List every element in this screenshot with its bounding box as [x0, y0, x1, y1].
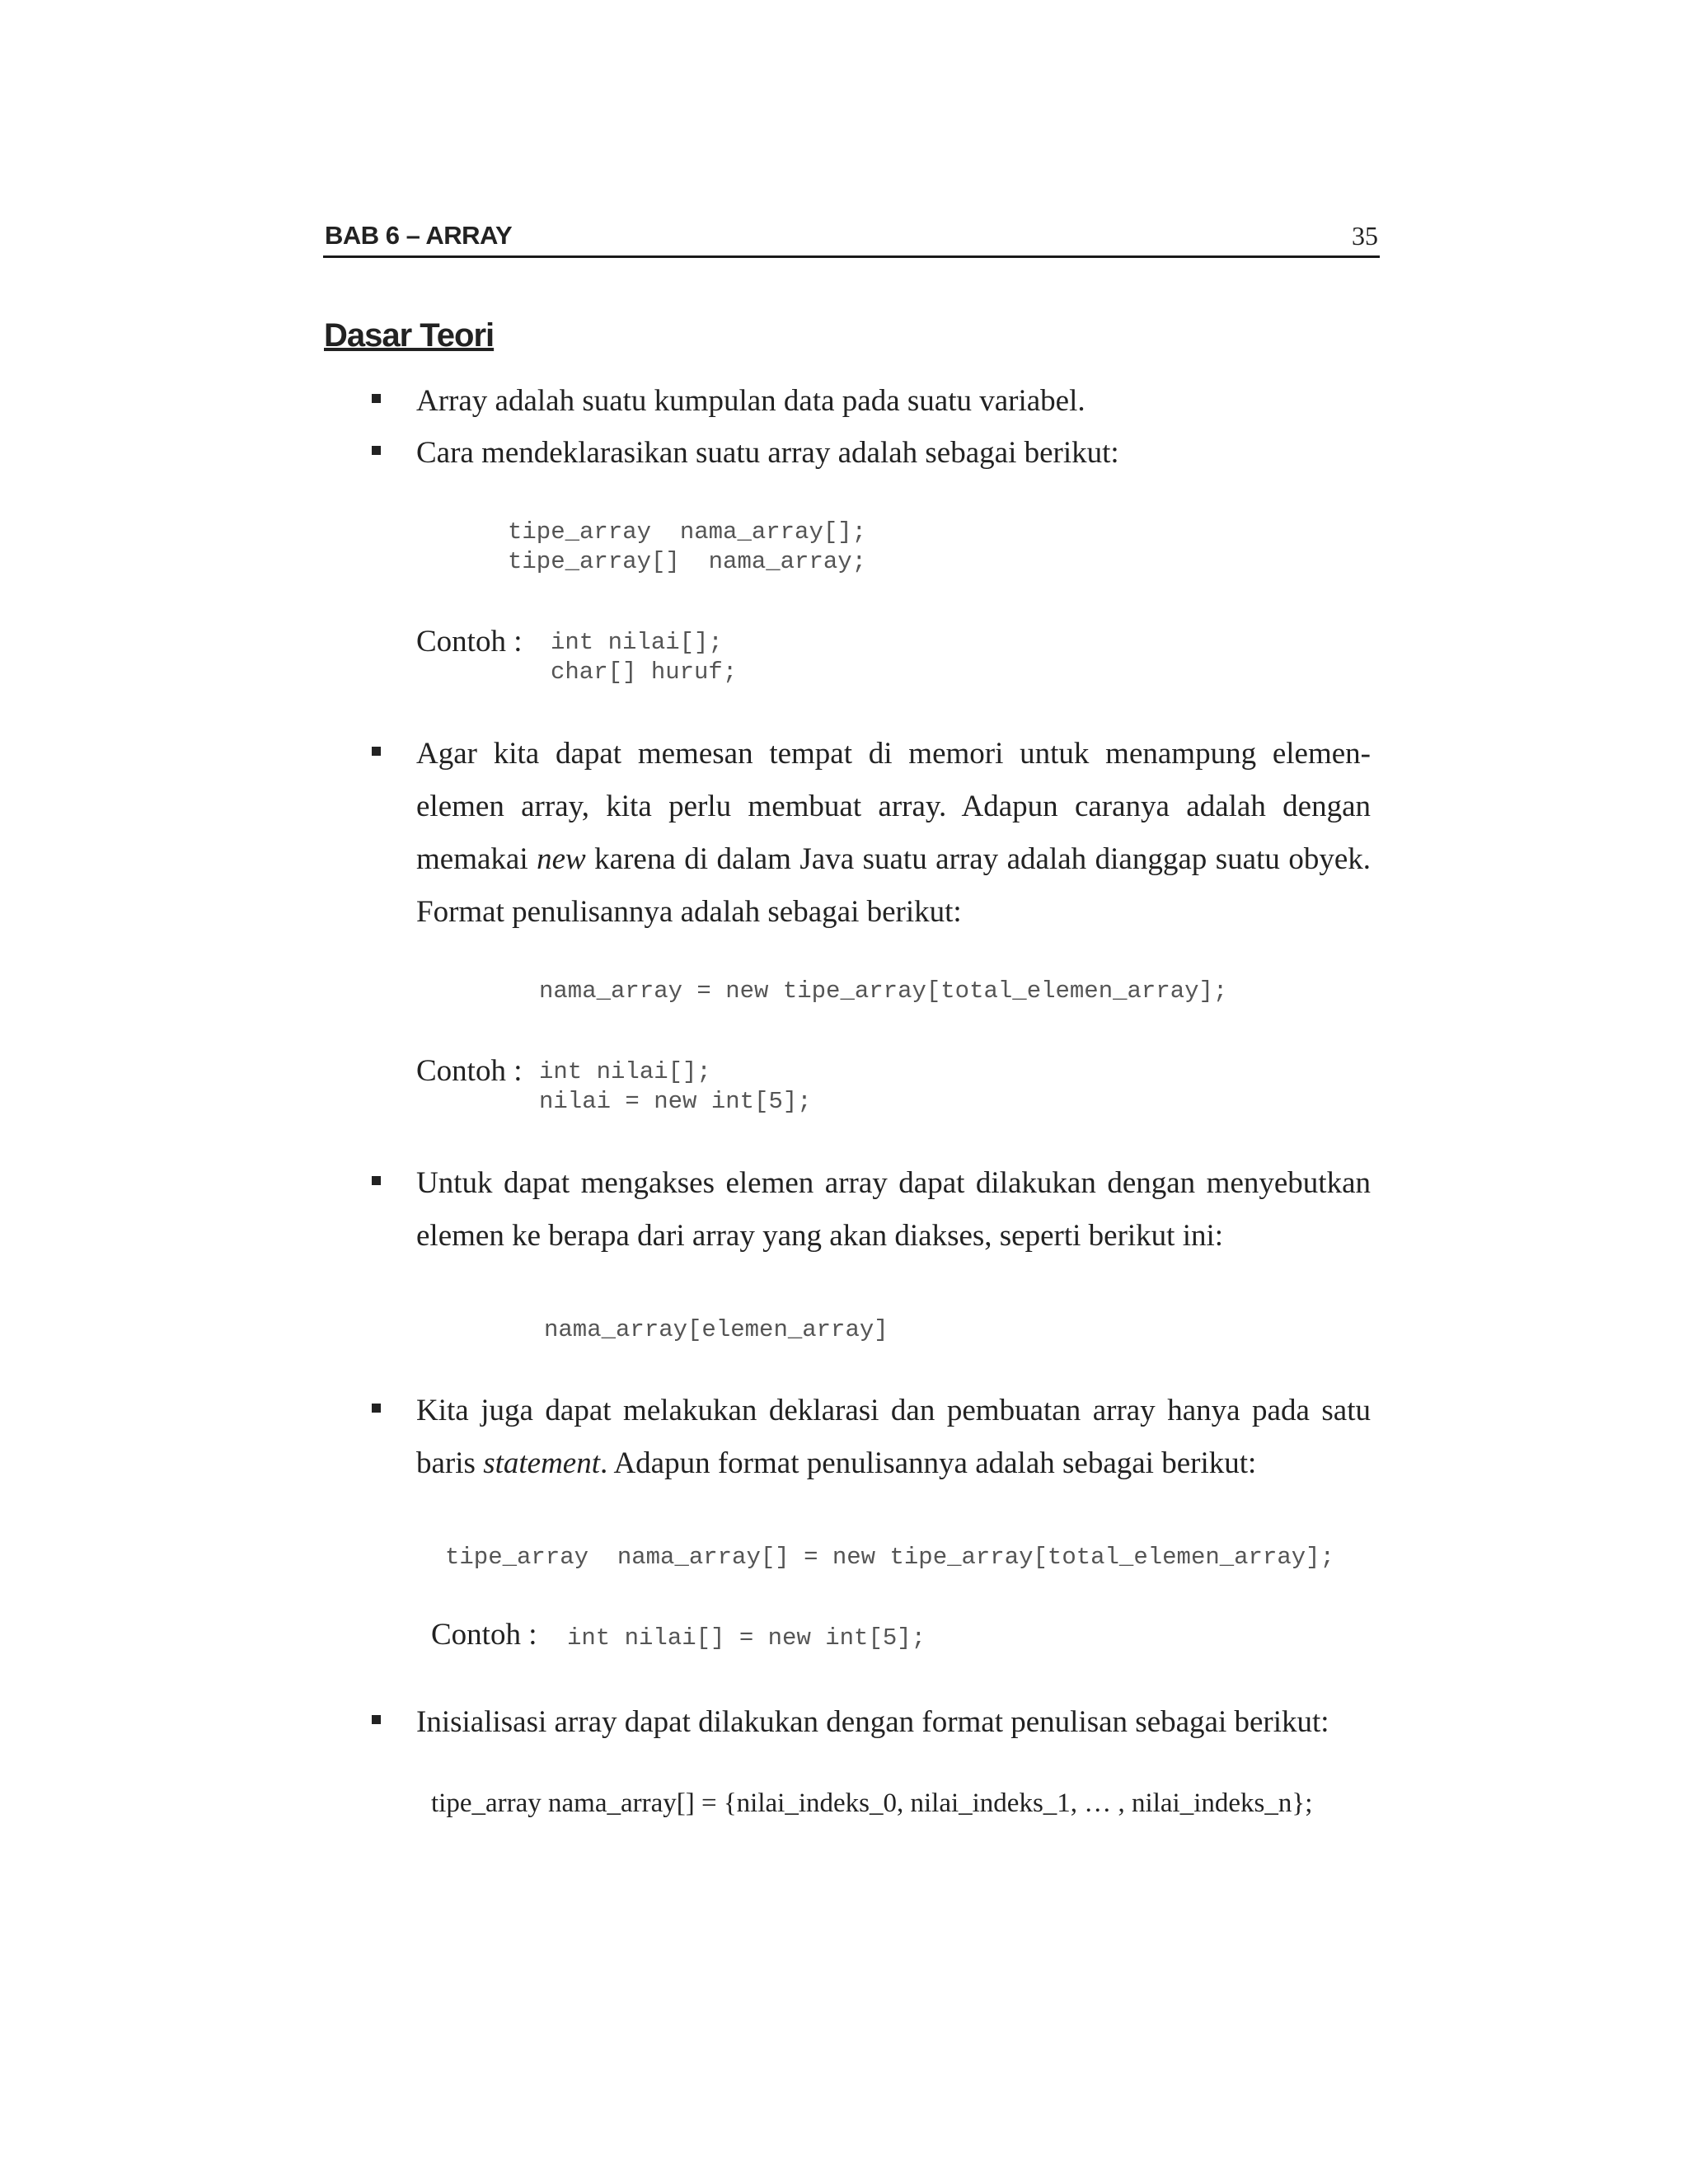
- bullet-text-initialization: Inisialisasi array dapat dilakukan dengan format penulisan sebagai berikut:: [416, 1705, 1329, 1739]
- init-format: tipe_array nama_array[] = {nilai_indeks_0, nilai_indeks_1, … , nilai_indeks_n};: [431, 1788, 1313, 1818]
- code-example-2-line-2: nilai = new int[5];: [539, 1088, 812, 1115]
- code-access-format: nama_array[elemen_array]: [544, 1316, 889, 1343]
- bullet-marker: [372, 1404, 381, 1413]
- code-example-2-line-1: int nilai[];: [539, 1058, 711, 1085]
- code-declaration-line-2: tipe_array[] nama_array;: [508, 548, 867, 575]
- bullet-text-element-access: Untuk dapat mengakses elemen array dapat dilakukan dengan menyebutkan elemen ke berapa dari array yang akan diakses, seperti berikut ini:: [416, 1166, 1371, 1253]
- code-example-1-line-1: int nilai[];: [551, 629, 723, 656]
- bullet-text-declaration: Cara mendeklarasikan suatu array adalah sebagai berikut:: [416, 436, 1119, 470]
- keyword-new: new: [537, 842, 586, 876]
- page-header: [323, 219, 1380, 258]
- bullet-marker: [372, 446, 381, 455]
- bullet-marker: [372, 394, 381, 403]
- bullet-marker: [372, 747, 381, 756]
- section-heading: Dasar Teori: [324, 317, 495, 354]
- keyword-statement: statement: [483, 1446, 600, 1480]
- bullet-marker: [372, 1715, 381, 1724]
- bullet-text-one-line-declaration: Kita juga dapat melakukan deklarasi dan pembuatan array hanya pada satu baris statement. Adapun format penulisannya adalah sebagai berikut:: [416, 1394, 1371, 1480]
- example-label: Contoh :: [431, 1618, 537, 1652]
- bullet-text-array-definition: Array adalah suatu kumpulan data pada suatu variabel.: [416, 384, 1085, 418]
- code-one-line-format: tipe_array nama_array[] = new tipe_array[total_elemen_array];: [445, 1544, 1334, 1571]
- bullet-marker: [372, 1176, 381, 1185]
- bullet-text-array-creation: Agar kita dapat memesan tempat di memori untuk menampung elemen-elemen array, kita perlu membuat array. Adapun caranya adalah dengan memakai new karena di dalam Java suatu array adalah dianggap suatu obyek. Format penulisannya adalah sebagai berikut:: [416, 737, 1371, 929]
- page-number: 35: [1352, 221, 1378, 251]
- chapter-title: BAB 6 – ARRAY: [325, 221, 513, 250]
- code-example-1-line-2: char[] huruf;: [551, 658, 738, 686]
- code-declaration-line-1: tipe_array nama_array[];: [508, 518, 867, 546]
- example-label: Contoh :: [416, 625, 523, 658]
- example-label: Contoh :: [416, 1054, 523, 1088]
- code-new-format: nama_array = new tipe_array[total_elemen_array];: [539, 977, 1228, 1005]
- code-example-3-line-1: int nilai[] = new int[5];: [567, 1624, 926, 1652]
